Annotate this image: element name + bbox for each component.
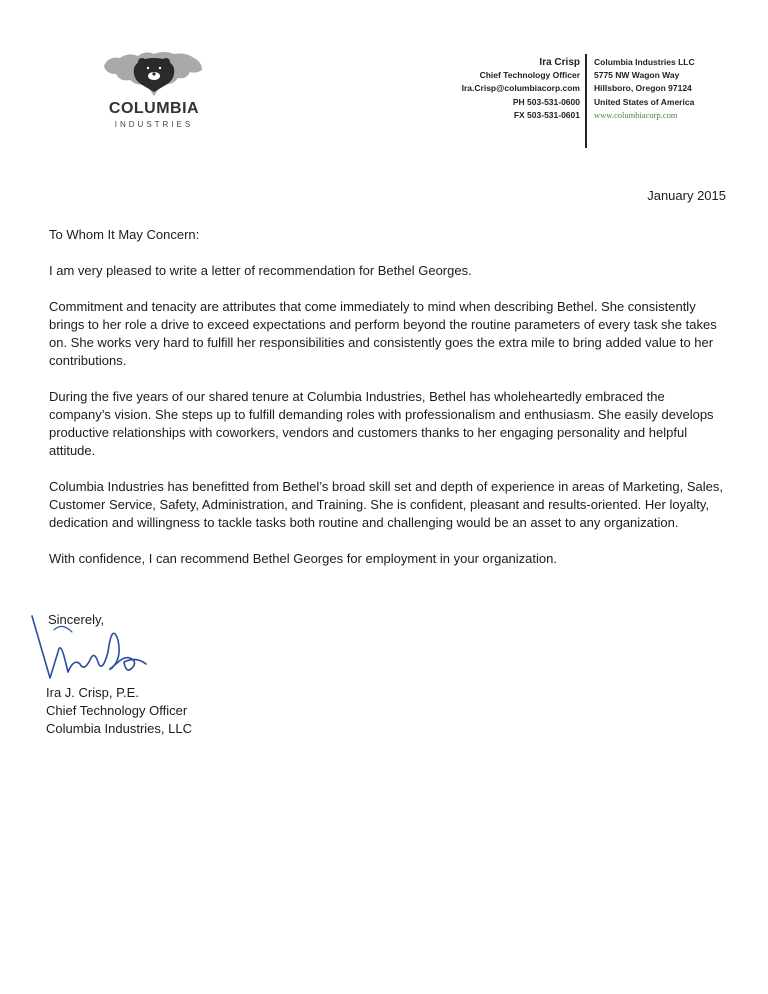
contact-fax: FX 503-531-0601 — [513, 109, 580, 120]
company-website[interactable]: www.columbiacorp.com — [594, 109, 678, 120]
company-address — [594, 56, 695, 122]
letter-body — [49, 226, 729, 586]
closing: Sincerely, — [48, 612, 105, 627]
paragraph-1: I am very pleased to write a letter of recommendation for Bethel Georges. — [49, 263, 472, 278]
signer-name: Ira J. Crisp, P.E. — [46, 685, 139, 700]
header-divider — [585, 54, 587, 148]
salutation: To Whom It May Concern: — [49, 227, 200, 242]
paragraph-3: During the five years of our shared tenure at Columbia Industries, Bethel has wholeheartedly embraced the company’s vision. She steps up to fulfill demanding roles with professionalism and enthusiasm. She easily develops productive relationships with coworkers, vendors and customers thanks to her engaging personality and helpful attitude. — [49, 389, 714, 458]
contact-phone: PH 503-531-0600 — [512, 96, 580, 107]
company-logo — [98, 46, 208, 136]
contact-name: Ira Crisp — [539, 57, 580, 68]
paragraph-2: Commitment and tenacity are attributes that come immediately to mind when describing Bethel. She consistently brings to her role a drive to exceed expectations and perform beyond the routine parameters of every task she takes on. She works very hard to fulfill her responsibilities and consistently goes the extra mile to bring added value to her contributions. — [49, 299, 717, 368]
signer-title: Chief Technology Officer — [46, 703, 188, 718]
signer-block — [46, 684, 192, 738]
company-name: Columbia Industries LLC — [594, 57, 695, 67]
contact-email[interactable]: Ira.Crisp@columbiacorp.com — [461, 83, 580, 94]
company-city: Hillsboro, Oregon 97124 — [594, 83, 692, 94]
contact-title: Chief Technology Officer — [479, 70, 580, 81]
company-street: 5775 NW Wagon Way — [594, 70, 680, 81]
paragraph-4: Columbia Industries has benefitted from Bethel’s broad skill set and depth of experience in areas of Marketing, Sales, Customer Service, Safety, Administration, and Training. She is confident, pleasant and results-oriented. Her loyalty, dedication and willingness to tackle tasks both routine and challenging would be an asset to any organization. — [49, 479, 723, 530]
paragraph-5: With confidence, I can recommend Bethel Georges for employment in your organization. — [49, 551, 557, 566]
signer-company: Columbia Industries, LLC — [46, 721, 192, 736]
bear-globe-icon — [98, 46, 208, 102]
contact-block — [462, 56, 580, 122]
company-country: United States of America — [594, 96, 695, 107]
logo-name: COLUMBIA — [108, 100, 200, 117]
letter-date: January 2015 — [647, 188, 726, 203]
logo-subtitle: INDUSTRIES — [114, 120, 194, 129]
